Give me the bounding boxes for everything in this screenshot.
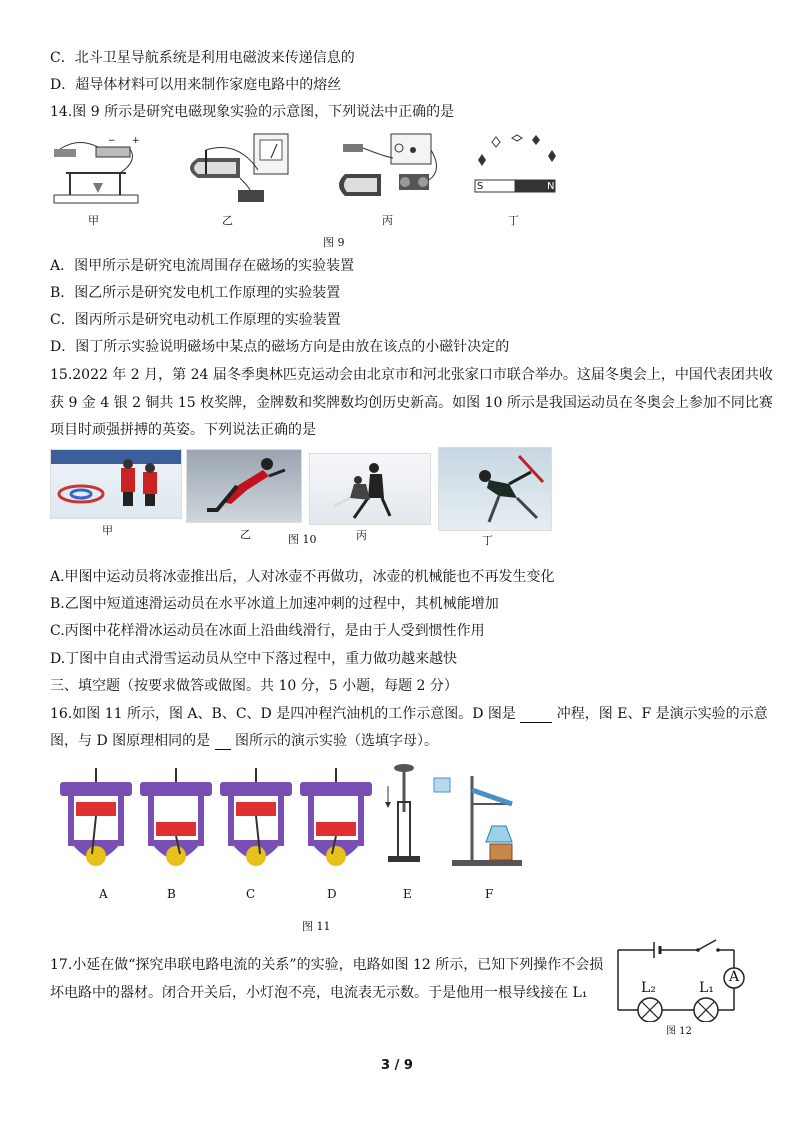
q15-option-c: C.丙图中花样滑冰运动员在冰面上沿曲线滑行，是由于人受到惯性作用 bbox=[50, 623, 485, 639]
q15-option-b: B.乙图中短道速滑运动员在水平冰道上加速冲刺的过程中，其机械能增加 bbox=[50, 596, 499, 612]
q15-option-a: A.甲图中运动员将冰壶推出后，人对冰壶不再做功，冰壶的机械能也不再发生变化 bbox=[50, 569, 555, 585]
q16-line2-text-b: 图所示的演示实验（选填字母）。 bbox=[235, 733, 439, 749]
q17-line1: 17.小延在做“探究串联电路电流的关系”的实验，电路如图 12 所示，已知下列操作不会损 bbox=[50, 957, 604, 973]
engine-b-diagram bbox=[140, 768, 212, 866]
figure-9-label-bing: 丙 bbox=[382, 214, 393, 227]
magnet-n-label: N bbox=[547, 181, 555, 192]
q14-stem: 14.图 9 所示是研究电磁现象实验的示意图，下列说法中正确的是 bbox=[50, 104, 455, 120]
figure-11-label-e: E bbox=[403, 887, 412, 901]
q16-line1 bbox=[50, 705, 768, 723]
q16-blank-1[interactable] bbox=[520, 708, 552, 723]
lamp-l1-label: L₁ bbox=[699, 980, 714, 996]
q13-option-c: C．北斗卫星导航系统是利用电磁波来传递信息的 bbox=[50, 50, 355, 66]
figure-10-label-bing: 丙 bbox=[356, 529, 367, 542]
q16-blank-2[interactable] bbox=[215, 735, 231, 750]
figure-9-jia bbox=[48, 135, 148, 207]
figure-9-yi bbox=[178, 130, 293, 212]
figure-9-label-yi: 乙 bbox=[222, 214, 233, 227]
photo-speed-skating bbox=[186, 449, 302, 523]
q15-stem-line3: 项目时顽强拼搏的英姿。下列说法正确的是 bbox=[50, 422, 316, 438]
figure-10-label-jia: 甲 bbox=[102, 524, 113, 537]
figure-11-label-c: C bbox=[246, 887, 256, 901]
figure-9-caption: 图 9 bbox=[323, 236, 345, 249]
q16-line1-text-a: 16.如图 11 所示，图 A、B、C、D 是四冲程汽油机的工作示意图。D 图是 bbox=[50, 706, 516, 722]
engine-d-diagram bbox=[300, 768, 372, 866]
figure-11-label-f: F bbox=[485, 887, 494, 901]
photo-curling bbox=[50, 449, 182, 519]
q16-line2 bbox=[50, 732, 438, 750]
figure-10-label-yi: 乙 bbox=[240, 528, 251, 541]
engine-a-diagram bbox=[60, 768, 132, 866]
figure-10-label-ding: 丁 bbox=[482, 534, 493, 547]
q17-line2: 坏电路中的器材。闭合开关后，小灯泡不亮，电流表无示数。于是他用一根导线接在 L₁ bbox=[50, 985, 588, 1001]
section-3-heading: 三、填空题（按要求做答或做图。共 10 分，5 小题，每题 2 分） bbox=[50, 678, 458, 694]
magnet-s-label: S bbox=[477, 181, 484, 192]
q14-option-b: B．图乙所示是研究发电机工作原理的实验装置 bbox=[50, 285, 341, 301]
svg-text:−: − bbox=[108, 136, 116, 146]
figure-9-bing bbox=[333, 130, 448, 212]
svg-text:+: + bbox=[132, 136, 140, 146]
q15-option-d: D.丁图中自由式滑雪运动员从空中下落过程中，重力做功越来越快 bbox=[50, 651, 458, 667]
ammeter-label: A bbox=[729, 969, 740, 985]
q16-line2-text-a: 图，与 D 图原理相同的是 bbox=[50, 733, 211, 749]
lamp-l2-label: L₂ bbox=[641, 980, 656, 996]
figure-11-f-test-tube bbox=[432, 770, 532, 870]
q16-line1-text-b: 冲程，图 E、F 是演示实验的示意 bbox=[556, 706, 768, 722]
figure-11-label-a: A bbox=[99, 887, 108, 901]
photo-figure-skating bbox=[309, 453, 431, 525]
page-number: 3 / 9 bbox=[381, 1058, 413, 1073]
figure-11-label-b: B bbox=[167, 887, 176, 901]
photo-freestyle-skiing bbox=[438, 447, 552, 531]
engine-c-diagram bbox=[220, 768, 292, 866]
q14-option-a: A．图甲所示是研究电流周围存在磁场的实验装置 bbox=[50, 258, 355, 274]
figure-9-label-ding: 丁 bbox=[508, 214, 519, 227]
figure-11-label-d: D bbox=[327, 887, 337, 901]
figure-11-engines bbox=[56, 766, 376, 878]
q15-stem-line2: 获 9 金 4 银 2 铜共 15 枚奖牌，金牌数和奖牌数均创历史新高。如图 10 所示是我国运动员在冬奥会上参加不同比赛 bbox=[50, 395, 773, 411]
figure-11-e-syringe bbox=[382, 762, 422, 872]
figure-11-caption: 图 11 bbox=[302, 920, 331, 933]
q13-option-d: D．超导体材料可以用来制作家庭电路中的熔丝 bbox=[50, 77, 342, 93]
q14-option-c: C．图丙所示是研究电动机工作原理的实验装置 bbox=[50, 312, 341, 328]
figure-9-label-jia: 甲 bbox=[88, 214, 99, 227]
figure-10-caption: 图 10 bbox=[288, 533, 317, 546]
q14-option-d: D．图丁所示实验说明磁场中某点的磁场方向是由放在该点的小磁针决定的 bbox=[50, 339, 510, 355]
figure-12-caption: 图 12 bbox=[666, 1026, 692, 1037]
q15-stem-line1: 15.2022 年 2 月，第 24 届冬季奥林匹克运动会由北京市和河北张家口市联合举办。这届冬奥会上，中国代表团共收 bbox=[50, 367, 773, 383]
